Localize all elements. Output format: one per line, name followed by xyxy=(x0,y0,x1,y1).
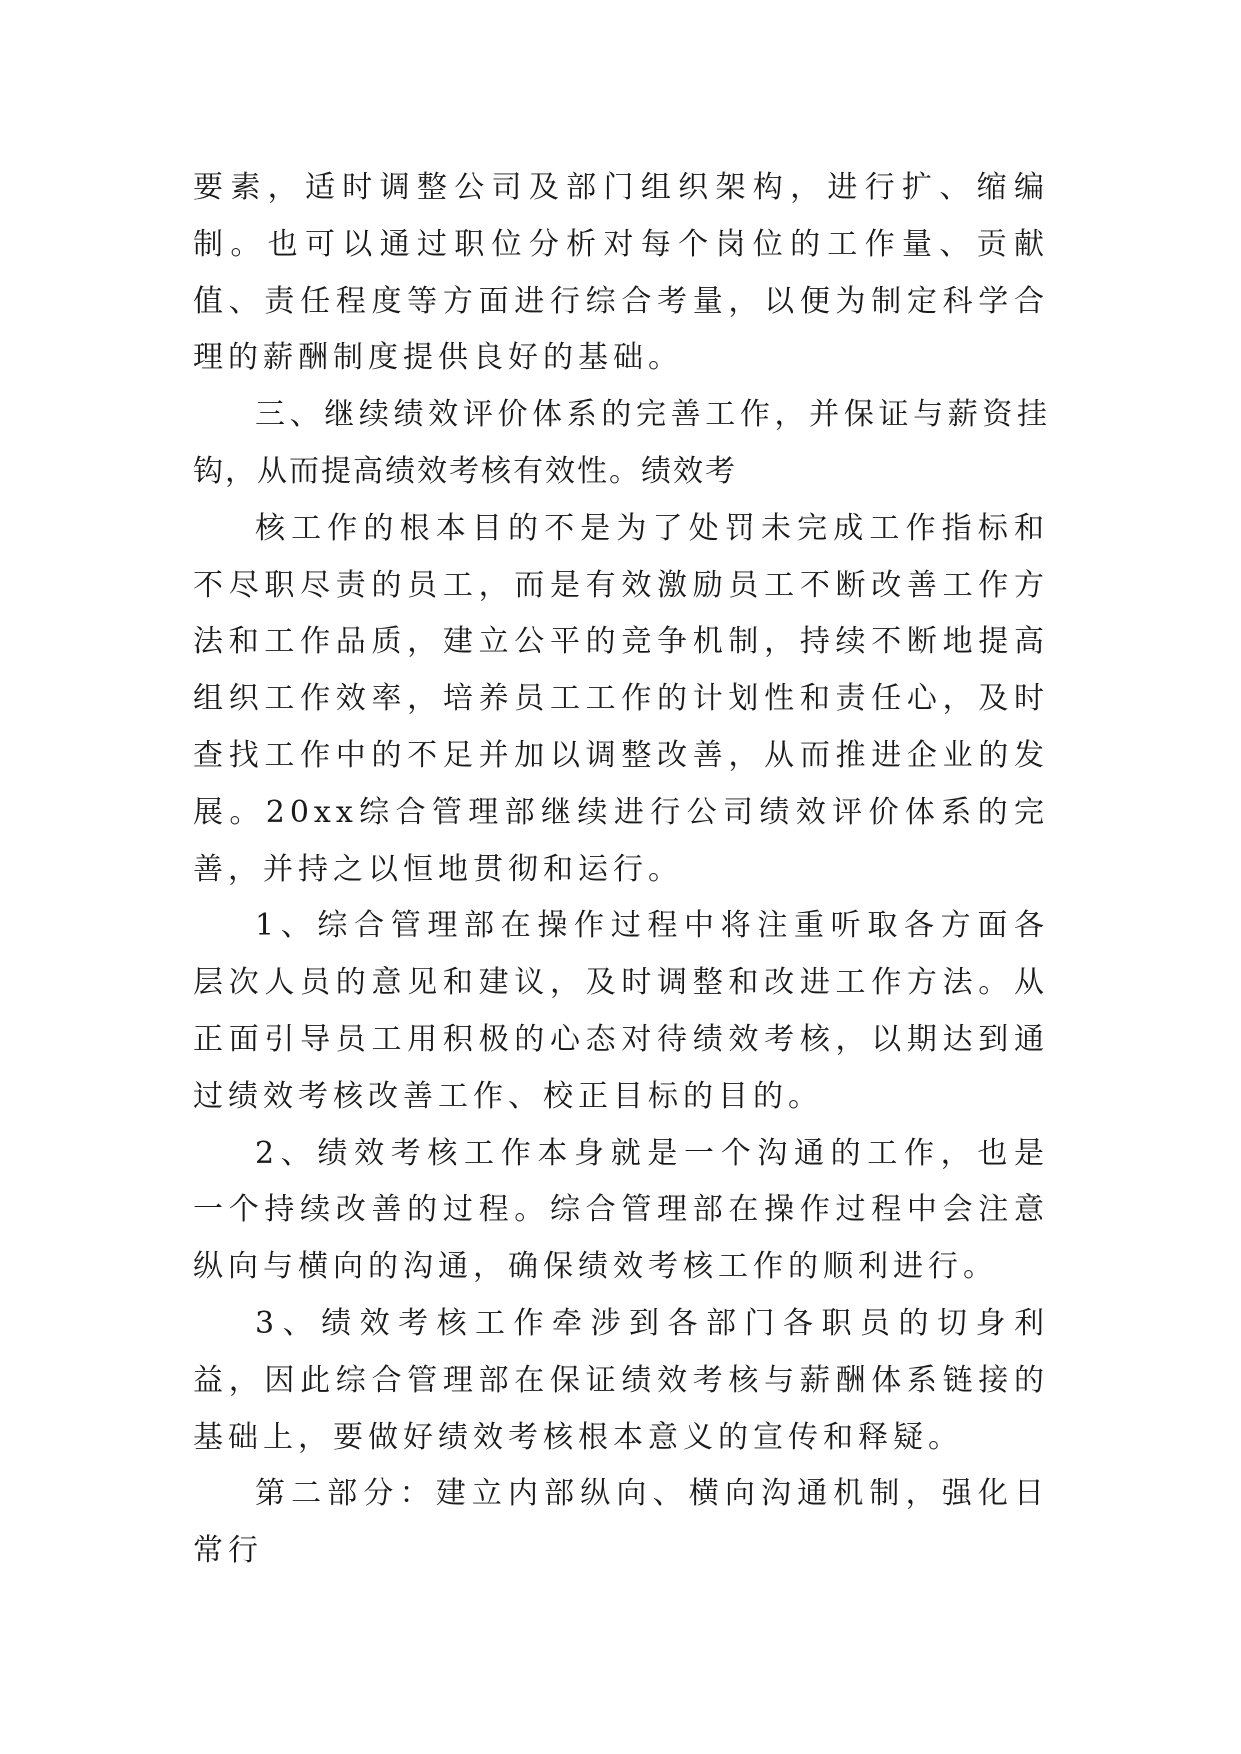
paragraph-performance-purpose: 核工作的根本目的不是为了处罚未完成工作指标和不尽职尽责的员工，而是有效激励员工不断改善工作方法和工作品质，建立公平的竞争机制，持续不断地提高组织工作效率，培养员工工作的计划性和责任心，及时查找工作中的不足并加以调整改善，从而推进企业的发展。20xx综合管理部继续进行公司绩效评价体系的完善，并持之以恒地贯彻和运行。 xyxy=(193,510,1049,887)
paragraph-item-1: 1、综合管理部在操作过程中将注重听取各方面各层次人员的意见和建议，及时调整和改进工作方法。从正面引导员工用积极的心态对待绩效考核，以期达到通过绩效考核改善工作、校正目标的目的。 xyxy=(193,908,1049,1114)
paragraph-part-two-heading: 第二部分：建立内部纵向、横向沟通机制，强化日常行 xyxy=(193,1476,1049,1569)
paragraph-item-3: 3、绩效考核工作牵涉到各部门各职员的切身利益，因此综合管理部在保证绩效考核与薪酬体系链接的基础上，要做好绩效考核根本意义的宣传和释疑。 xyxy=(193,1305,1049,1455)
paragraph-section-three-heading: 三、继续绩效评价体系的完善工作，并保证与薪资挂钩，从而提高绩效考核有效性。绩效考 xyxy=(193,397,1049,489)
paragraph-item-2: 2、绩效考核工作本身就是一个沟通的工作，也是一个持续改善的过程。综合管理部在操作过程中会注意纵向与横向的沟通，确保绩效考核工作的顺利进行。 xyxy=(193,1135,1049,1285)
document-body xyxy=(193,160,1049,1580)
paragraph-org-structure: 要素，适时调整公司及部门组织架构，进行扩、缩编制。也可以通过职位分析对每个岗位的工作量、贡献值、责任程度等方面进行综合考量，以便为制定科学合理的薪酬制度提供良好的基础。 xyxy=(193,170,1049,376)
